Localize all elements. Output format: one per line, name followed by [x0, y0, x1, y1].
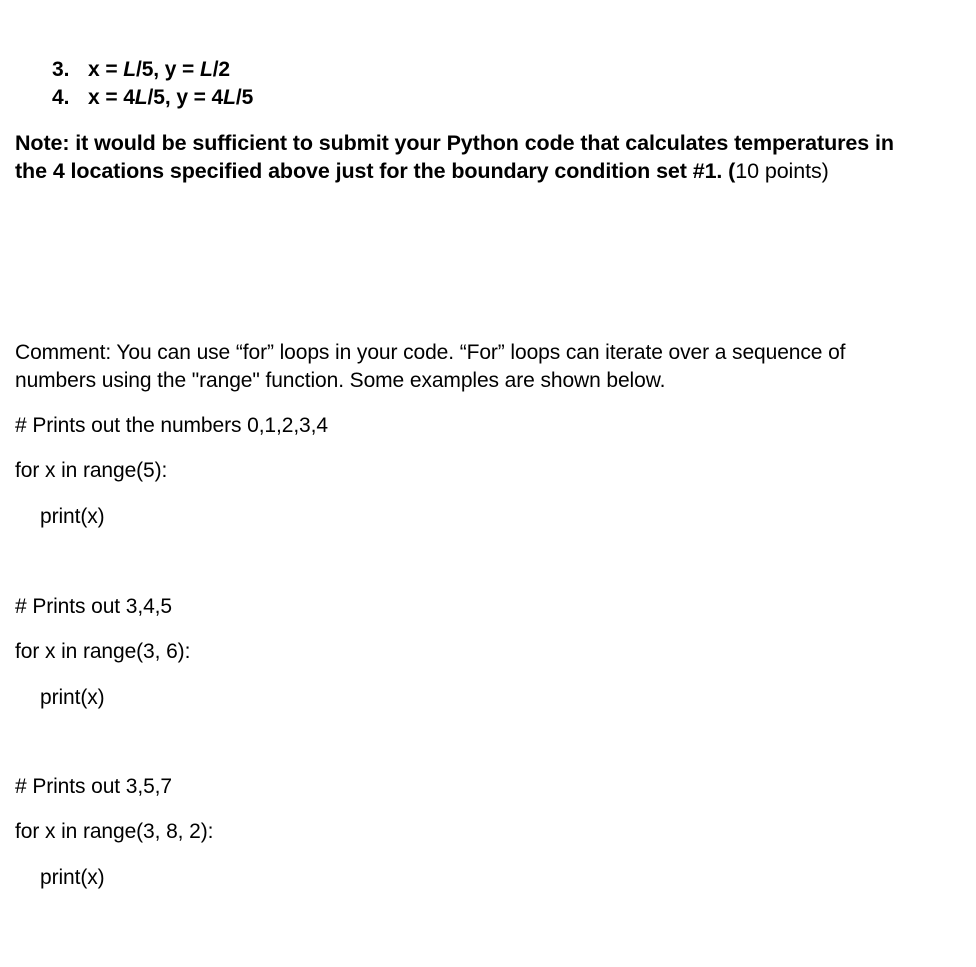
- comment-line-1: Comment: You can use “for” loops in your code. “For” loops can iterate over a sequence of: [15, 341, 846, 364]
- code-body: print(x): [40, 505, 105, 528]
- note-line-1: Note: it would be sufficient to submit your Python code that calculates temperatures in: [15, 131, 894, 155]
- code-loop: for x in range(3, 8, 2):: [15, 820, 214, 843]
- comment-line-2: numbers using the "range" function. Some examples are shown below.: [15, 369, 666, 392]
- list-item-number: 4.: [52, 86, 70, 109]
- code-comment: # Prints out the numbers 0,1,2,3,4: [15, 414, 328, 437]
- code-body: print(x): [40, 686, 105, 709]
- code-comment: # Prints out 3,5,7: [15, 775, 172, 798]
- points-label: 10 points): [735, 159, 829, 183]
- code-comment: # Prints out 3,4,5: [15, 595, 172, 618]
- list-item-4: 4. x = 4L/5, y = 4L/5: [52, 84, 253, 112]
- note-line-2: the 4 locations specified above just for the boundary condition set #1. (10 points): [15, 159, 829, 183]
- list-item-3: 3. x = L/5, y = L/2: [52, 56, 230, 84]
- list-item-number: 3.: [52, 58, 70, 81]
- code-loop: for x in range(3, 6):: [15, 640, 191, 663]
- code-loop: for x in range(5):: [15, 459, 168, 482]
- code-body: print(x): [40, 866, 105, 889]
